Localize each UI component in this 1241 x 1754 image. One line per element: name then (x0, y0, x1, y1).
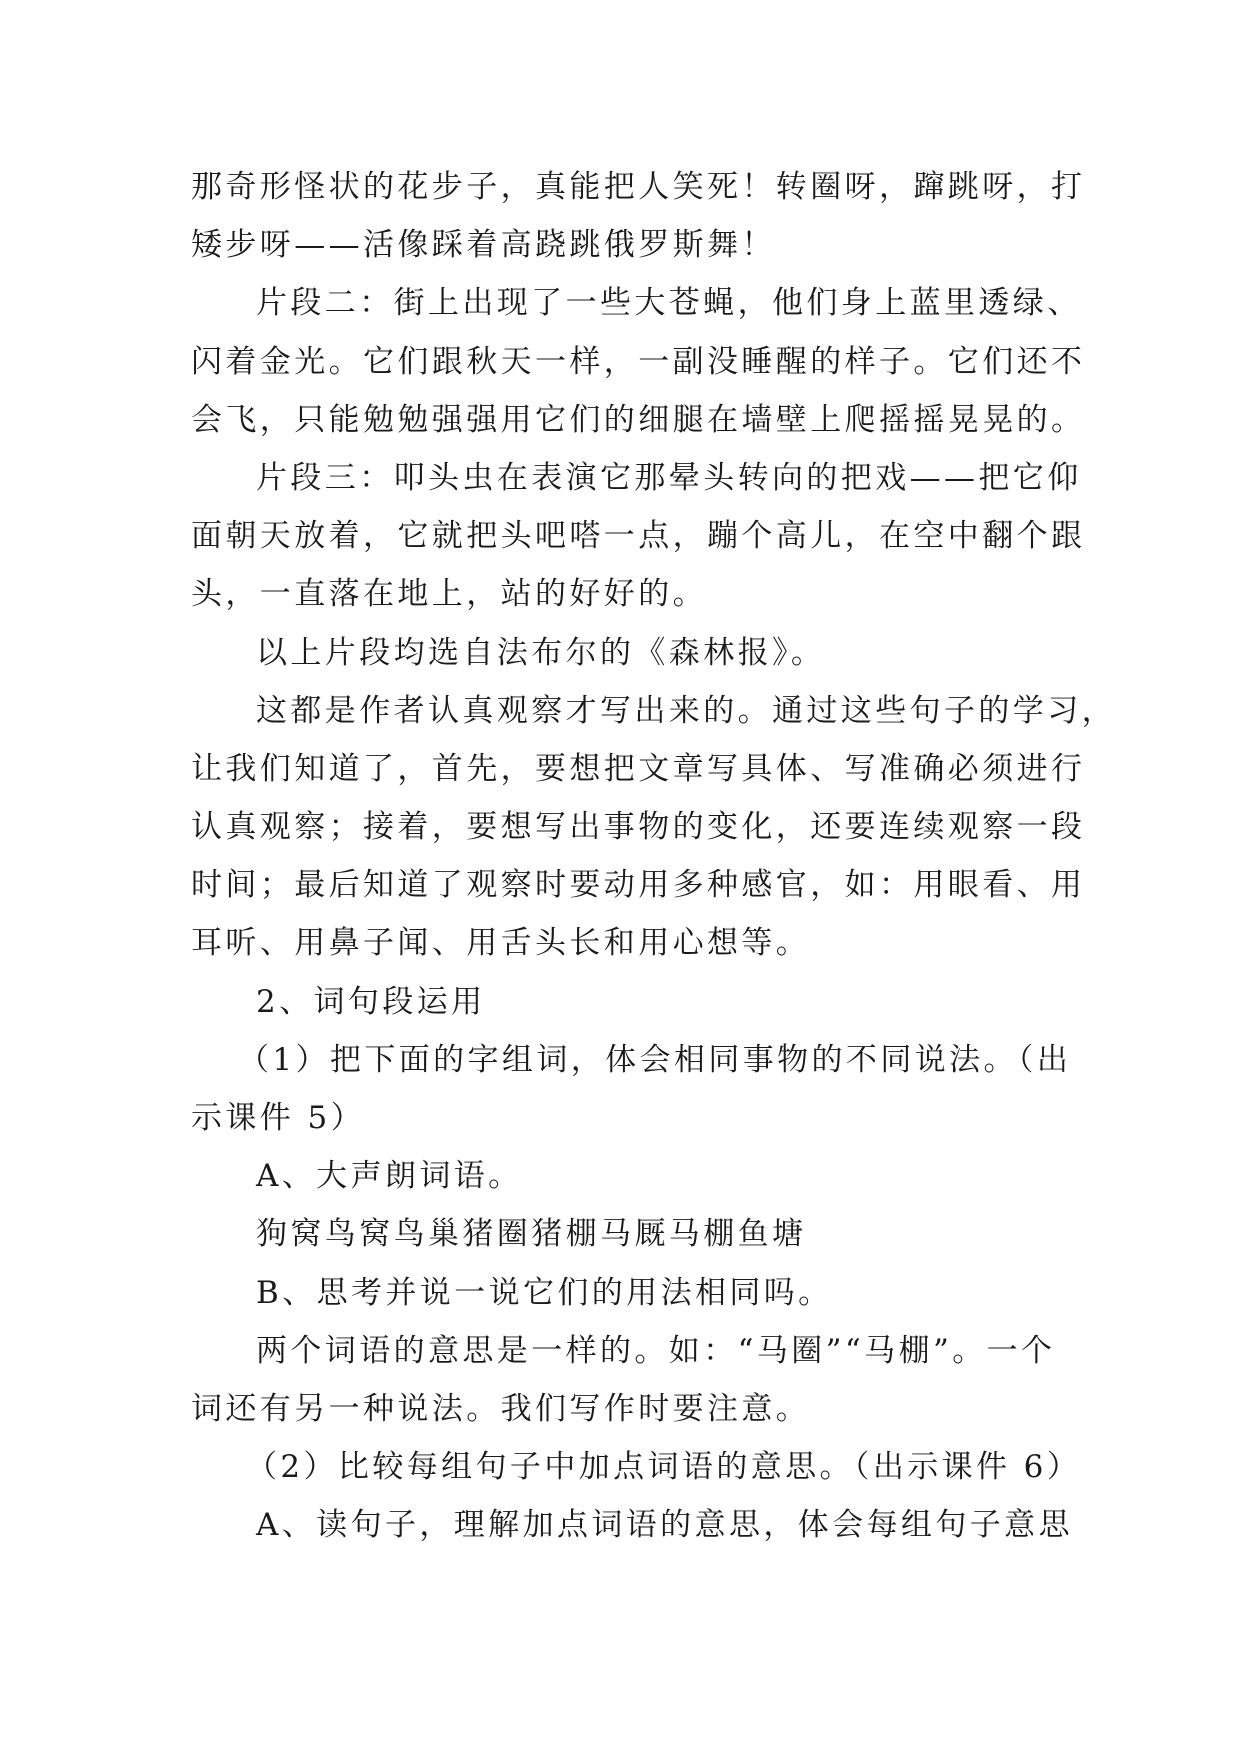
text-line: 这都是作者认真观察才写出来的。通过这些句子的学习， (256, 692, 1116, 729)
text-line: （1）把下面的字组词，体会相同事物的不同说法。（出 (238, 1041, 1072, 1078)
text-line: 闪着金光。它们跟秋天一样，一副没睡醒的样子。它们还不 (191, 343, 1086, 380)
text-line: B、思考并说一说它们的用法相同吗。 (256, 1274, 833, 1311)
text-line: 面朝天放着，它就把头吧嗒一点，蹦个高儿，在空中翻个跟 (191, 518, 1086, 555)
text-line: 示课件 5） (191, 1100, 365, 1136)
text-line: （2）比较每组句子中加点词语的意思。（出示课件 6） (246, 1449, 1082, 1486)
text-line: 耳听、用鼻子闻、用舌头长和用心想等。 (191, 925, 811, 962)
section-heading: 2、词句段运用 (256, 983, 486, 1020)
text-line: 头，一直落在地上，站的好好的。 (191, 576, 707, 613)
text-line: 两个词语的意思是一样的。如：“马圈”“马棚”。一个 (256, 1332, 1056, 1369)
text-line: 狗窝鸟窝鸟巢猪圈猪棚马厩马棚鱼塘 (256, 1216, 807, 1253)
text-line: 片段三：叩头虫在表演它那晕头转向的把戏——把它仰 (256, 459, 1082, 496)
text-line: 时间；最后知道了观察时要动用多种感官，如：用眼看、用 (191, 867, 1086, 904)
text-line: 词还有另一种说法。我们写作时要注意。 (191, 1390, 811, 1427)
text-line: A、读句子，理解加点词语的意思，体会每组句子意思 (256, 1507, 1073, 1544)
text-line: 矮步呀——活像踩着高跷跳俄罗斯舞！ (191, 227, 776, 264)
text-line: 让我们知道了，首先，要想把文章写具体、写准确必须进行 (191, 750, 1086, 787)
text-line: 以上片段均选自法布尔的《森林报》。 (256, 634, 826, 671)
text-line: A、大声朗词语。 (256, 1158, 523, 1195)
document-body (191, 158, 1116, 1555)
text-line: 会飞，只能勉勉强强用它们的细腿在墙壁上爬摇摇晃晃的。 (191, 401, 1086, 438)
text-line: 认真观察；接着，要想写出事物的变化，还要连续观察一段 (191, 809, 1086, 846)
text-line: 片段二：街上出现了一些大苍蝇，他们身上蓝里透绿、 (256, 285, 1082, 322)
text-line: 那奇形怪状的花步子，真能把人笑死！转圈呀，蹿跳呀，打 (191, 169, 1086, 205)
